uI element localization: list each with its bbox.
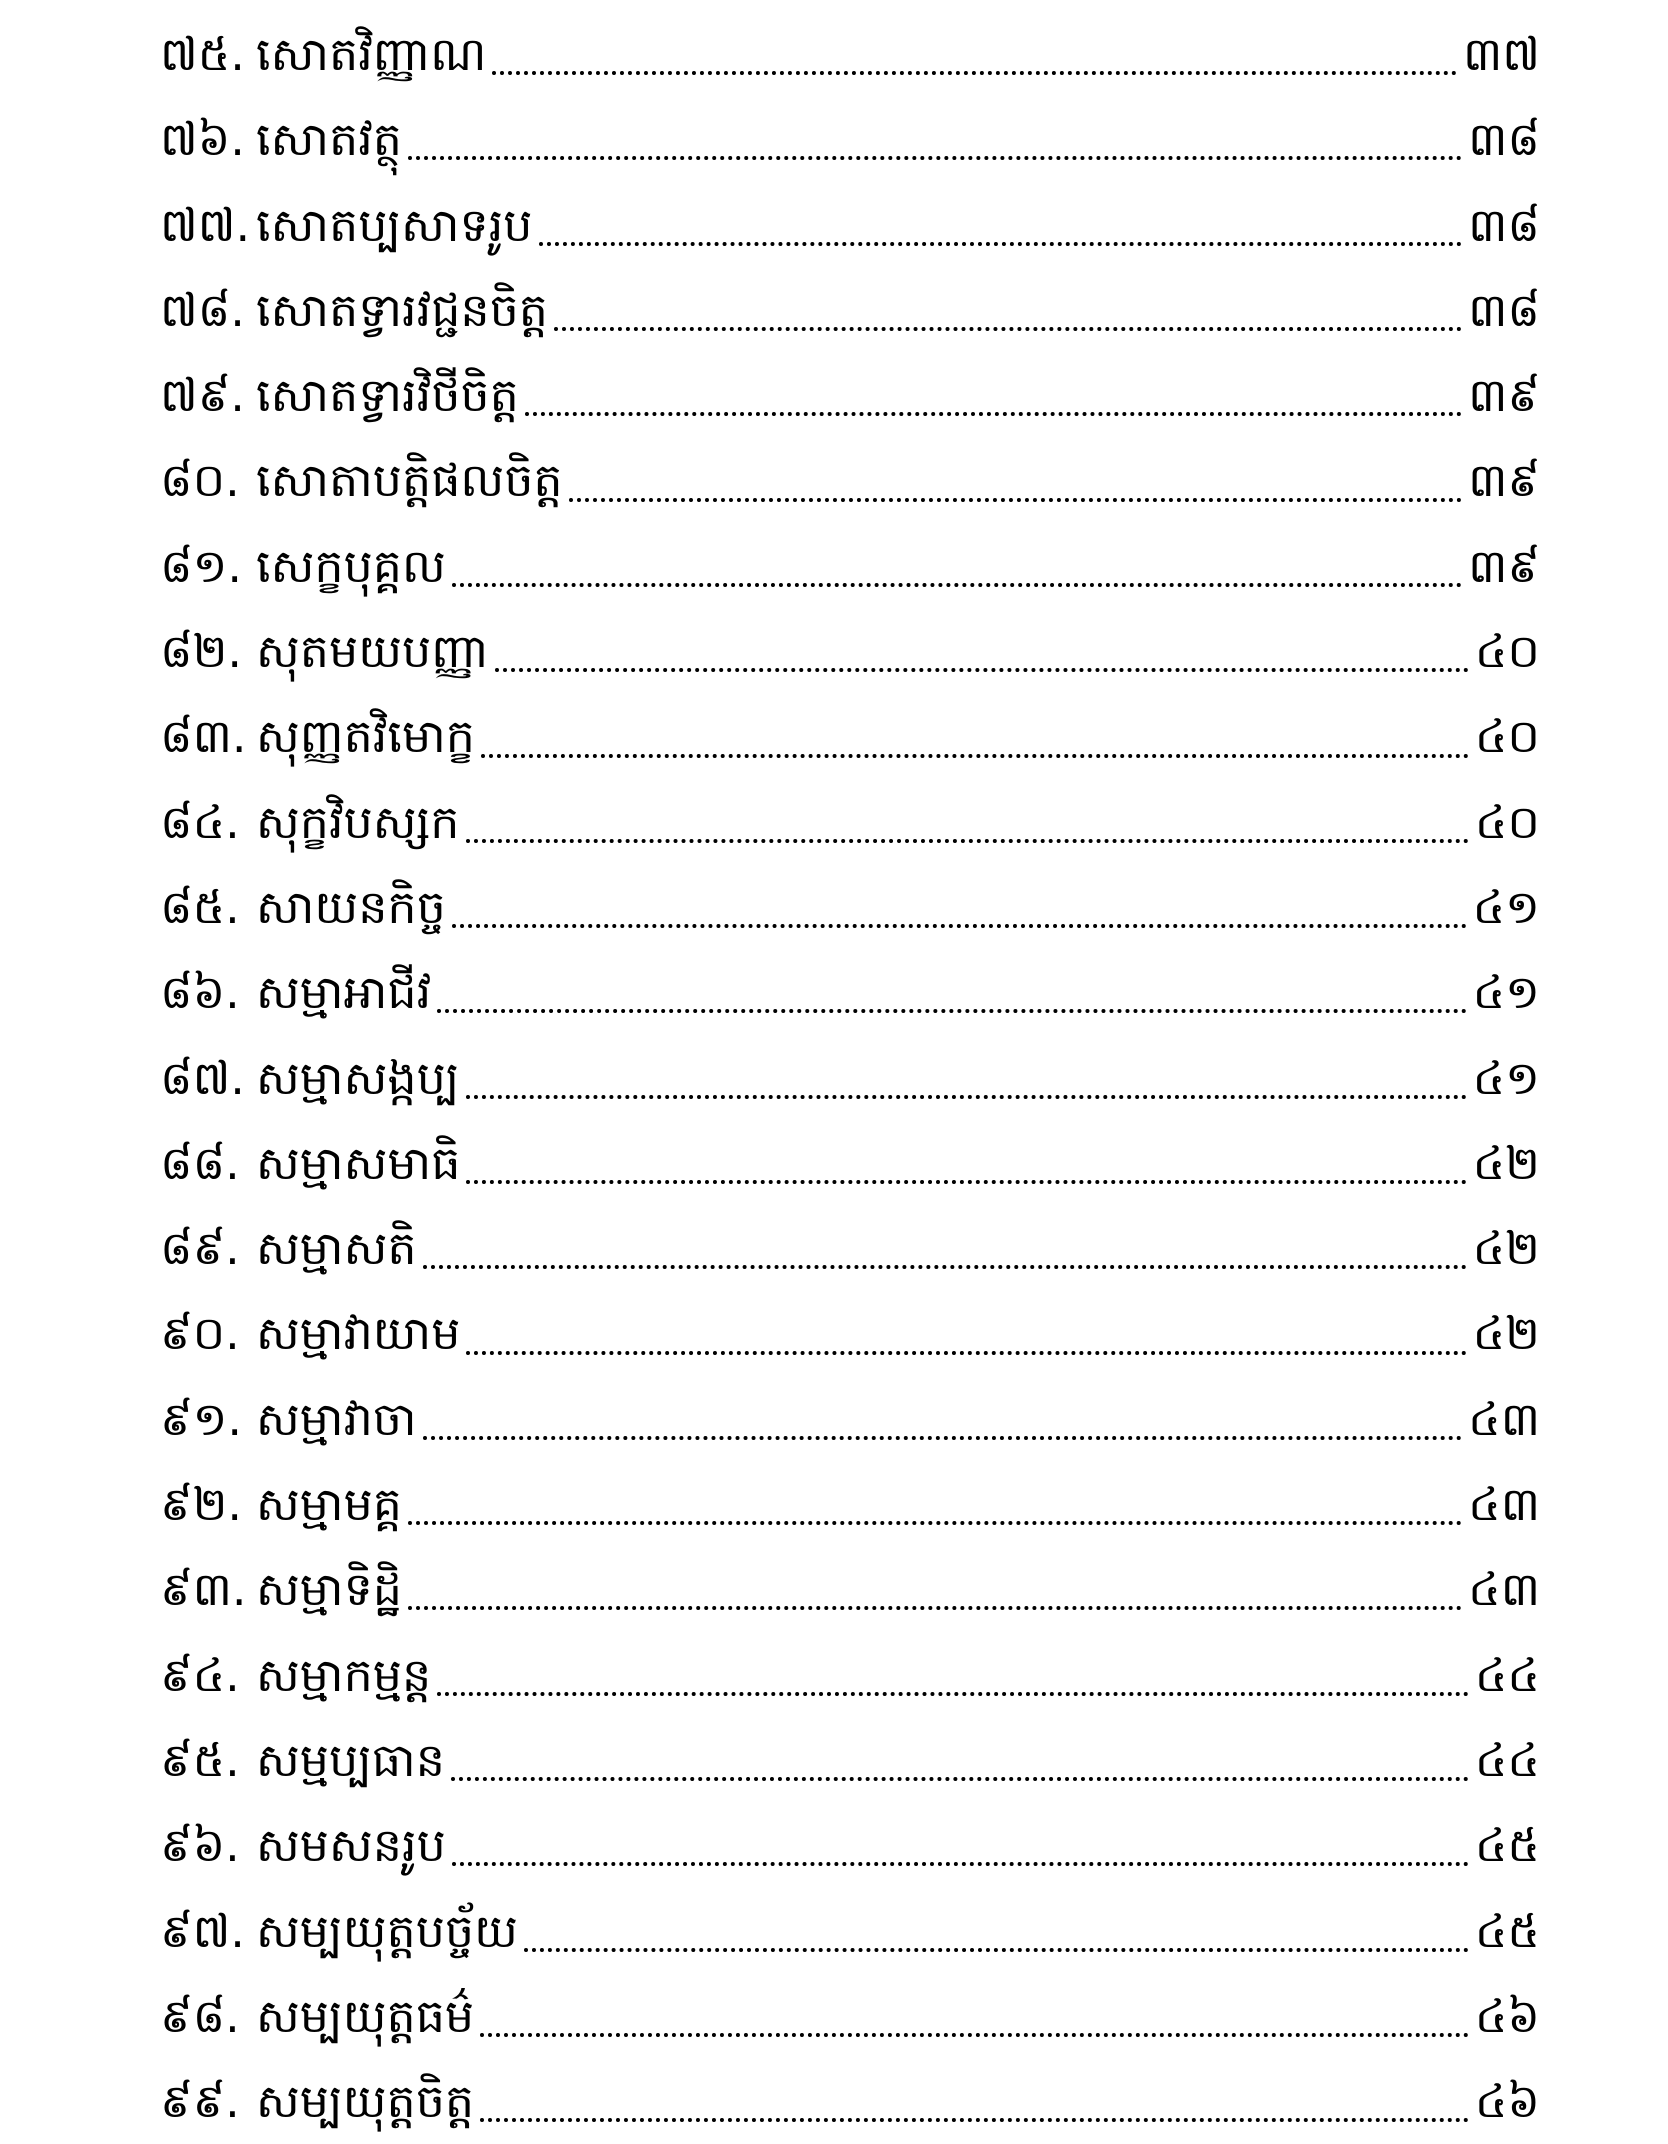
dot-leader — [480, 2117, 1469, 2122]
toc-entry[interactable] — [160, 1547, 1540, 1632]
entry-page-number: ៣៨ — [1468, 282, 1540, 337]
dot-leader — [554, 326, 1462, 331]
dot-leader — [524, 1947, 1469, 1952]
entry-page-number: ៣៨ — [1468, 197, 1540, 252]
entry-number: ៧៥. — [160, 27, 245, 81]
dot-leader — [452, 1861, 1469, 1866]
entry-title: សុតមយបញ្ញា — [256, 624, 489, 679]
entry-number: ៨៨. — [160, 1135, 240, 1190]
entry-title: សម្មាវាចា — [256, 1391, 417, 1446]
entry-number: ៨៣. — [160, 709, 247, 764]
entry-title: សោតាបត្តិផលចិត្ត — [256, 453, 563, 508]
entry-page-number: ៣៩ — [1468, 453, 1540, 508]
dot-leader — [423, 1435, 1463, 1440]
entry-number: ៧៨. — [160, 282, 245, 337]
entry-page-number: ៤៦ — [1474, 1988, 1540, 2043]
entry-number: ៩២. — [160, 1477, 243, 1532]
entry-number: ៩៦. — [160, 1818, 240, 1873]
entry-title: សោតប្បសាទរូប — [256, 197, 533, 252]
entry-title: សមសនរូប — [256, 1818, 446, 1873]
entry-page-number: ៤៥ — [1474, 1903, 1540, 1958]
toc-entry[interactable] — [160, 524, 1540, 609]
dot-leader — [466, 1350, 1466, 1355]
dot-leader — [437, 1008, 1466, 1013]
dot-leader — [423, 1264, 1467, 1269]
dot-leader — [466, 838, 1469, 843]
entry-title: សម្មាសមាធិ — [256, 1135, 461, 1190]
entry-number: ៩៥. — [160, 1732, 240, 1787]
toc-entry[interactable] — [160, 780, 1540, 865]
entry-title: សុញ្ញតវិមោក្ខ — [256, 709, 475, 764]
toc-entry[interactable] — [160, 12, 1540, 97]
dot-leader — [492, 70, 1457, 75]
entry-page-number: ៣៨ — [1468, 112, 1540, 167]
toc-entry[interactable] — [160, 1462, 1540, 1547]
entry-title: សោតទ្វារវិថីចិត្ត — [256, 368, 519, 423]
entry-page-number: ៤៣ — [1468, 1477, 1540, 1532]
entry-number: ៧៦. — [160, 112, 245, 167]
entry-title: សម្មាសង្កប្ប — [256, 1050, 460, 1105]
entry-page-number: ៤០ — [1474, 794, 1540, 849]
entry-title: សម្មប្បធាន — [256, 1732, 445, 1787]
entry-title: សម្បយុត្តចិត្ត — [256, 2074, 475, 2129]
entry-number: ៨២. — [160, 624, 243, 679]
entry-number: ៨១. — [160, 538, 243, 593]
entry-title: សម្មាវាយាម — [256, 1306, 461, 1361]
toc-entry[interactable] — [160, 865, 1540, 950]
entry-title: សម្មាអាជីវ — [256, 965, 432, 1020]
entry-page-number: ៤០ — [1474, 709, 1540, 764]
dot-leader — [466, 1179, 1466, 1184]
entry-title: សុក្ខវិបស្សក — [256, 794, 460, 849]
dot-leader — [569, 497, 1463, 502]
toc-entry[interactable] — [160, 1121, 1540, 1206]
entry-page-number: ៤៤ — [1474, 1732, 1540, 1787]
entry-page-number: ៤២ — [1472, 1221, 1540, 1276]
entry-title: សេក្ខបុគ្គល — [256, 538, 446, 593]
entry-number: ៩៣. — [160, 1562, 247, 1617]
dot-leader — [437, 1691, 1469, 1696]
entry-number: ៩៤. — [160, 1647, 240, 1702]
toc-entry[interactable] — [160, 694, 1540, 779]
toc-entry[interactable] — [160, 1377, 1540, 1462]
toc-entry[interactable] — [160, 1206, 1540, 1291]
toc-entry[interactable] — [160, 97, 1540, 182]
dot-leader — [408, 155, 1462, 160]
dot-leader — [451, 1776, 1469, 1781]
toc-entry[interactable] — [160, 183, 1540, 268]
dot-leader — [466, 1094, 1467, 1099]
dot-leader — [452, 582, 1462, 587]
toc-entry[interactable] — [160, 1974, 1540, 2059]
toc-entry[interactable] — [160, 950, 1540, 1035]
toc-entry[interactable] — [160, 2059, 1540, 2144]
entry-page-number: ៤៣ — [1468, 1562, 1540, 1617]
toc-entry[interactable] — [160, 353, 1540, 438]
entry-page-number: ៤០ — [1474, 624, 1540, 679]
dot-leader — [452, 923, 1467, 928]
entry-number: ៩៩. — [160, 2074, 240, 2129]
entry-number: ៨៩. — [160, 1221, 240, 1276]
entry-number: ៩៧. — [160, 1903, 245, 1958]
toc-entry[interactable] — [160, 268, 1540, 353]
entry-page-number: ៤១ — [1472, 965, 1540, 1020]
entry-number: ៨៥. — [160, 879, 240, 934]
entry-page-number: ៤២ — [1472, 1135, 1540, 1190]
entry-number: ៧៩. — [160, 368, 245, 423]
entry-page-number: ៤៥ — [1474, 1818, 1540, 1873]
entry-title: សម្មាទិដ្ឋិ — [256, 1562, 402, 1617]
toc-entry[interactable] — [160, 1291, 1540, 1376]
table-of-contents — [160, 12, 1540, 2144]
dot-leader — [480, 2032, 1469, 2037]
entry-title: សម្បយុត្តបច្ច័យ — [256, 1903, 518, 1958]
entry-title: សាយនកិច្ច — [256, 879, 446, 934]
entry-title: សម្មាមគ្គ — [256, 1477, 402, 1532]
entry-number: ៨៧. — [160, 1050, 245, 1105]
toc-entry[interactable] — [160, 1633, 1540, 1718]
dot-leader — [495, 667, 1469, 672]
dot-leader — [525, 411, 1462, 416]
entry-page-number: ៤៤ — [1474, 1647, 1540, 1702]
entry-page-number: ៤១ — [1472, 879, 1540, 934]
entry-number: ៨៦. — [160, 965, 240, 1020]
entry-title: សោតវត្ថុ — [256, 112, 402, 167]
dot-leader — [408, 1520, 1462, 1525]
dot-leader — [408, 1605, 1462, 1610]
entry-page-number: ៤១ — [1472, 1050, 1540, 1105]
toc-entry[interactable] — [160, 609, 1540, 694]
toc-entry[interactable] — [160, 1803, 1540, 1888]
toc-entry[interactable] — [160, 1036, 1540, 1121]
toc-entry[interactable] — [160, 1889, 1540, 1974]
entry-title: សម្មាសតិ — [256, 1221, 417, 1276]
entry-number: ៨០. — [160, 453, 240, 508]
toc-entry[interactable] — [160, 1718, 1540, 1803]
entry-page-number: ៣៩ — [1468, 538, 1540, 593]
dot-leader — [539, 241, 1463, 246]
entry-title: សម្បយុត្តធម៌ — [256, 1988, 475, 2043]
entry-number: ៨៤. — [160, 794, 240, 849]
entry-page-number: ៣៩ — [1468, 368, 1540, 423]
dot-leader — [481, 753, 1469, 758]
entry-number: ៩៨. — [160, 1988, 240, 2043]
entry-page-number: ៤២ — [1472, 1306, 1540, 1361]
entry-page-number: ៤៦ — [1474, 2074, 1540, 2129]
entry-title: សោតទ្វារវជ្ជនចិត្ត — [256, 282, 548, 337]
entry-page-number: ៤៣ — [1468, 1391, 1540, 1446]
entry-page-number: ៣៧ — [1462, 27, 1540, 81]
entry-number: ៧៧. — [160, 197, 251, 252]
toc-entry[interactable] — [160, 438, 1540, 523]
entry-number: ៩១. — [160, 1391, 243, 1446]
entry-title: សម្មាកម្មន្ត — [256, 1647, 432, 1702]
entry-number: ៩០. — [160, 1306, 240, 1361]
entry-title: សោតវិញ្ញាណ — [256, 27, 487, 81]
